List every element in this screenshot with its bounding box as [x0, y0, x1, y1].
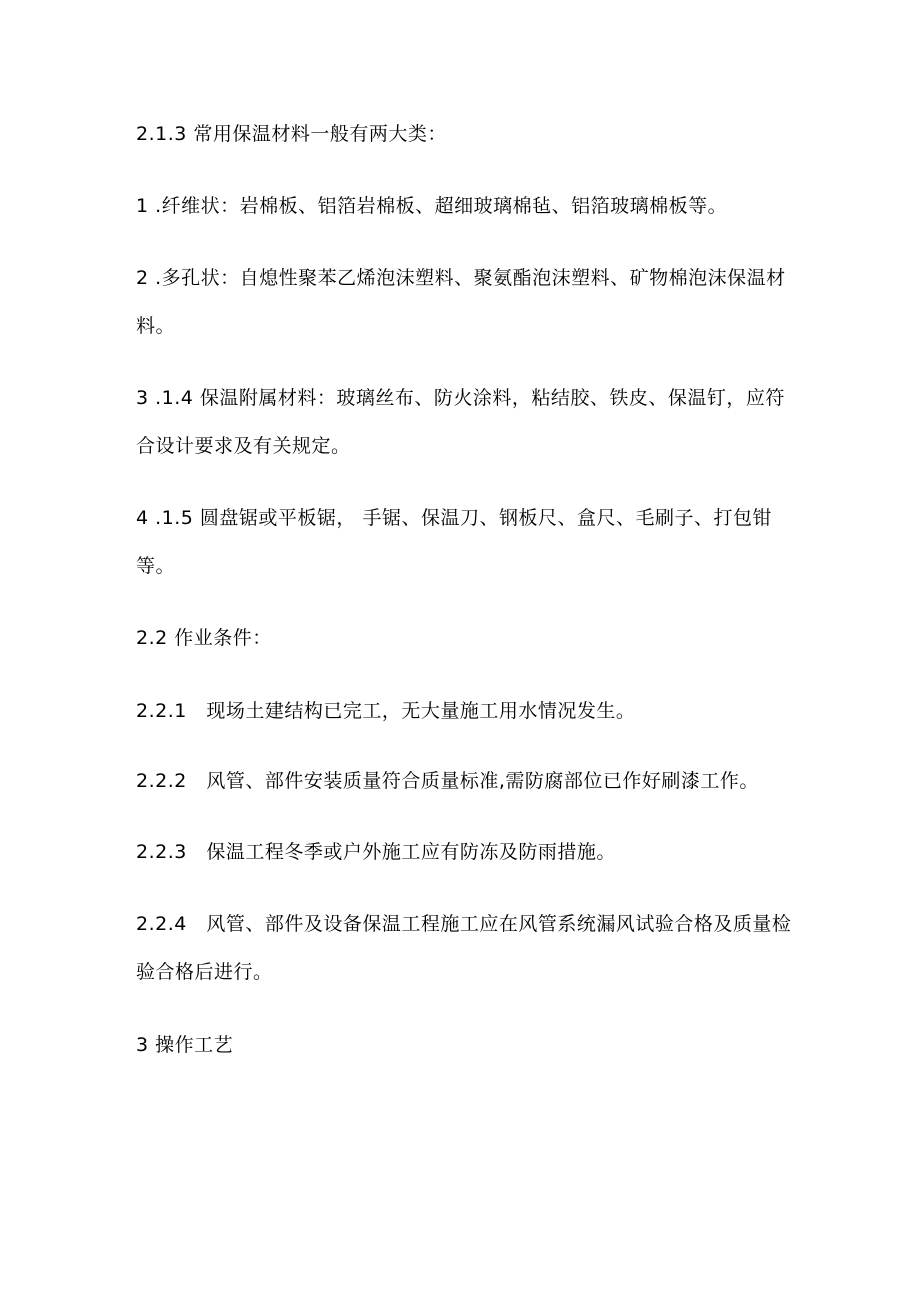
- section-heading-2-2: 2.2 作业条件：: [136, 627, 272, 649]
- paragraph-2-2-1: 2.2.1 现场土建结构已完工，无大量施工用水情况发生。: [136, 700, 636, 722]
- paragraph-item-4: 4 .1.5 圆盘锯或平板锯， 手锯、保温刀、钢板尺、盒尺、毛刷子、打包钳等。: [136, 507, 772, 577]
- paragraph-item-2: 2 .多孔状：自熄性聚苯乙烯泡沫塑料、聚氨酯泡沫塑料、矿物棉泡沫保温材料。: [136, 267, 786, 337]
- paragraph-2-2-4: 2.2.4 风管、部件及设备保温工程施工应在风管系统漏风试验合格及质量检验合格后进行。: [136, 913, 792, 983]
- paragraph-item-3: 3 .1.4 保温附属材料：玻璃丝布、防火涂料，粘结胶、铁皮、保温钉，应符合设计要求及有关规定。: [136, 387, 785, 457]
- paragraph-item-1: 1 .纤维状：岩棉板、铝箔岩棉板、超细玻璃棉毡、铝箔玻璃棉板等。: [136, 195, 728, 217]
- paragraph-2-2-3: 2.2.3 保温工程冬季或户外施工应有防冻及防雨措施。: [136, 841, 616, 863]
- paragraph-2-2-2: 2.2.2 风管、部件安装质量符合质量标准,需防腐部位已作好刷漆工作。: [136, 770, 759, 792]
- section-heading-3: 3 操作工艺: [136, 1034, 234, 1056]
- paragraph-2-1-3: 2.1.3 常用保温材料一般有两大类：: [136, 123, 447, 145]
